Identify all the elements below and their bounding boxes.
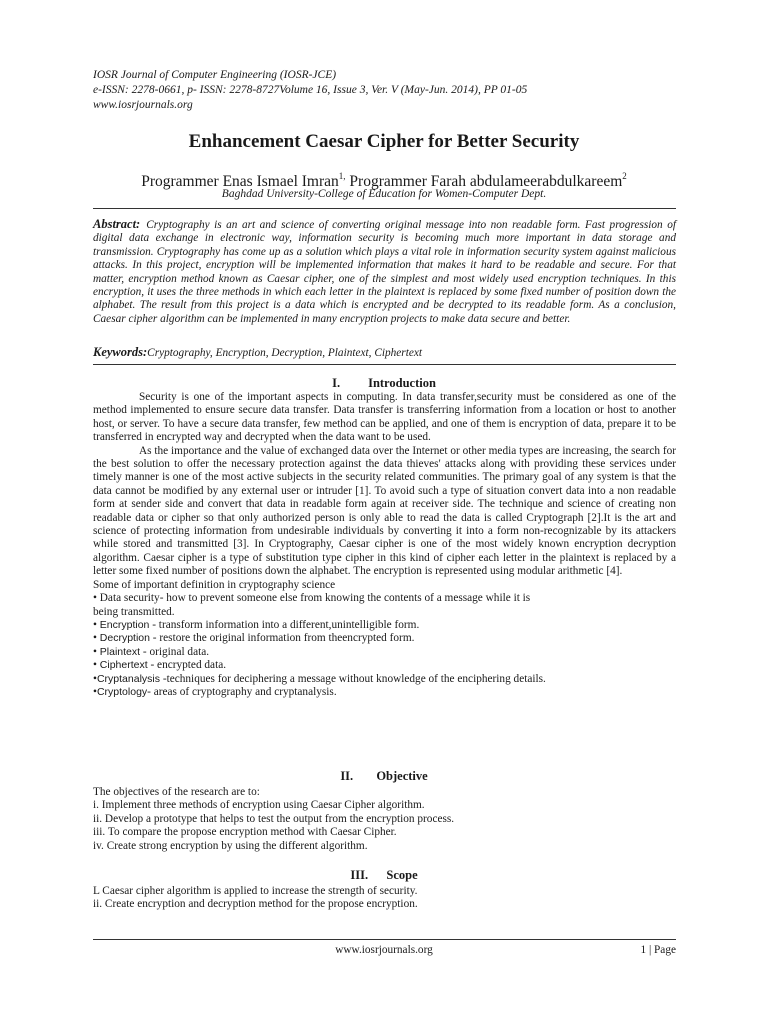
- definition-item: • Plaintext - original data.: [93, 645, 210, 658]
- keywords-label: Keywords:: [93, 345, 148, 359]
- definition-text: - transform information into a different,unintelligible form.: [149, 618, 420, 631]
- definition-item: •Cryptology- areas of cryptography and cryptanalysis.: [93, 685, 337, 698]
- paragraph: Security is one of the important aspects in computing. In data transfer,security must be considered as one of the method implemented to ensure secure data transfer. Data transfer is transferring information from a location or host to another host, or server. To have a secure data transfer, few method can be applied, and one of them is encryption of data, prepare it to be transferred in encrypted way and decrypted when the data want to be used.: [93, 391, 676, 444]
- abstract: [93, 218, 676, 326]
- scope-body: [93, 885, 676, 912]
- definitions-intro: Some of important definition in cryptography science: [93, 578, 336, 591]
- definition-term: Ciphertext: [99, 659, 148, 672]
- definition-item: • Ciphertext - encrypted data.: [93, 659, 227, 672]
- section-heading-introduction: [0, 376, 768, 391]
- scope-item: L Caesar cipher algorithm is applied to increase the strength of security.: [93, 885, 418, 897]
- definition-text: - encrypted data.: [147, 659, 227, 672]
- definition-item: •Cryptanalysis -techniques for deciphering a message without knowledge of the enciphering details.: [93, 672, 546, 685]
- scope-item: ii. Create encryption and decryption method for the propose encryption.: [93, 898, 418, 911]
- page-number: 1 | Page: [640, 944, 676, 956]
- definition-term: Decryption: [99, 632, 150, 645]
- author-2-affil-mark: 2: [622, 171, 627, 181]
- definition-item: • Encryption - transform information into a different,unintelligible form.: [93, 618, 420, 631]
- footer-rule: [93, 939, 676, 940]
- definition-text: - restore the original information from theencrypted form.: [149, 632, 415, 645]
- definition-item: being transmitted.: [93, 605, 175, 618]
- journal-name: IOSR Journal of Computer Engineering (IOSR-JCE): [93, 69, 337, 81]
- introduction-body: [93, 391, 676, 699]
- section-title: Scope: [386, 868, 418, 882]
- author-1-affil-mark: 1,: [338, 171, 346, 181]
- issn-line: e-ISSN: 2278-0661, p- ISSN: 2278-8727Volume 16, Issue 3, Ver. V (May-Jun. 2014), PP 01-05: [93, 84, 528, 96]
- definition-term: Cryptanalysis: [96, 672, 160, 685]
- definition-term: Plaintext: [99, 645, 141, 658]
- paper-title: Enhancement Caesar Cipher for Better Security: [188, 131, 580, 152]
- abstract-text: Cryptography is an art and science of converting original message into non readable form. Fast progression of digital data exchange in electronic way, information security is becoming much more important in data storage and transmission. Cryptography has come up as a solution which plays a vital role in information security system against malicious attacks. In this project, encryption will be implemented information that makes it hard to be readable and secure. For that matter, encryption method known as Caesar cipher, one of the simplest and most widely used encryption techniques. In this encryption, it uses the three methods in which each letter in the plaintext is replaced by some fixed number of position down the alphabet. The result from this project is a data which is encrypted and be decrypted to its readable form. As a conclusion, Caesar cipher algorithm can be implemented in many encryption projects to make data secure and better.: [93, 219, 676, 325]
- objective-item: iii. To compare the propose encryption method with Caesar Cipher.: [93, 826, 397, 839]
- section-title: Introduction: [368, 376, 436, 390]
- definition-term: Encryption: [99, 618, 150, 631]
- definition-term: Cryptology: [96, 685, 148, 698]
- journal-header: [93, 68, 693, 113]
- definition-text: - original data.: [140, 645, 210, 658]
- footer-url: www.iosrjournals.org: [335, 944, 433, 956]
- objective-item: ii. Develop a prototype that helps to test the output from the encryption process.: [93, 812, 455, 825]
- definition-item: • Decryption - restore the original information from theencrypted form.: [93, 632, 415, 645]
- section-heading-objective: [0, 769, 768, 784]
- objective-body: [93, 786, 676, 853]
- author-1: Programmer Enas Ismael Imran: [141, 173, 339, 190]
- paragraph: As the importance and the value of exchanged data over the Internet or other media types are increasing, the search for the best solution to offer the necessary protection against the data thieves' attacks along with providing these services under timely manner is one of the most active subjects in the security related communities. The primary goal of any system is that the data cannot be modified by any external user or intruder [1]. To avoid such a type of situation convert data into a non readable form at sender side and convert that data in readable form again at receiver side. The technique and science of creating non readable data or cipher so that only authorized person is only able to read the data is called Cryptograph [2].It is the art and science of protecting information from undesirable individuals by converting it into a form non-recognizable by its attackers while stored and transmitted [3]. In Cryptography, Caesar cipher is one of the most widely known encryption decryption algorithm. Caesar cipher is a type of substitution type cipher in this kind of cipher each letter in the plaintext is replaced by a letter some fixed number of positions down the alphabet. The encryption is represented using modular arithmetic [4].: [93, 444, 676, 578]
- definition-text: -techniques for deciphering a message without knowledge of the enciphering details.: [160, 672, 546, 685]
- abstract-bottom-rule: [93, 364, 676, 365]
- objective-intro: The objectives of the research are to:: [93, 786, 260, 798]
- affiliation: Baghdad University-College of Education for Women-Computer Dept.: [221, 188, 547, 200]
- abstract-label: Abstract:: [93, 217, 141, 231]
- abstract-top-rule: [93, 208, 676, 209]
- journal-website: www.iosrjournals.org: [93, 99, 193, 111]
- section-heading-scope: [0, 868, 768, 883]
- keywords: [93, 345, 676, 360]
- definition-text: - areas of cryptography and cryptanalysis.: [147, 685, 337, 698]
- section-number: III.: [350, 868, 369, 882]
- objective-item: i. Implement three methods of encryption using Caesar Cipher algorithm.: [93, 799, 425, 812]
- definition-item: • Data security- how to prevent someone else from knowing the contents of a message while it is: [93, 592, 531, 605]
- section-number: II.: [340, 769, 354, 783]
- author-2: Programmer Farah abdulameerabdulkareem: [345, 173, 623, 190]
- objective-item: iv. Create strong encryption by using the different algorithm.: [93, 839, 368, 852]
- section-title: Objective: [376, 769, 428, 783]
- keywords-text: Cryptography, Encryption, Decryption, Plaintext, Ciphertext: [147, 347, 423, 359]
- section-number: I.: [332, 376, 341, 390]
